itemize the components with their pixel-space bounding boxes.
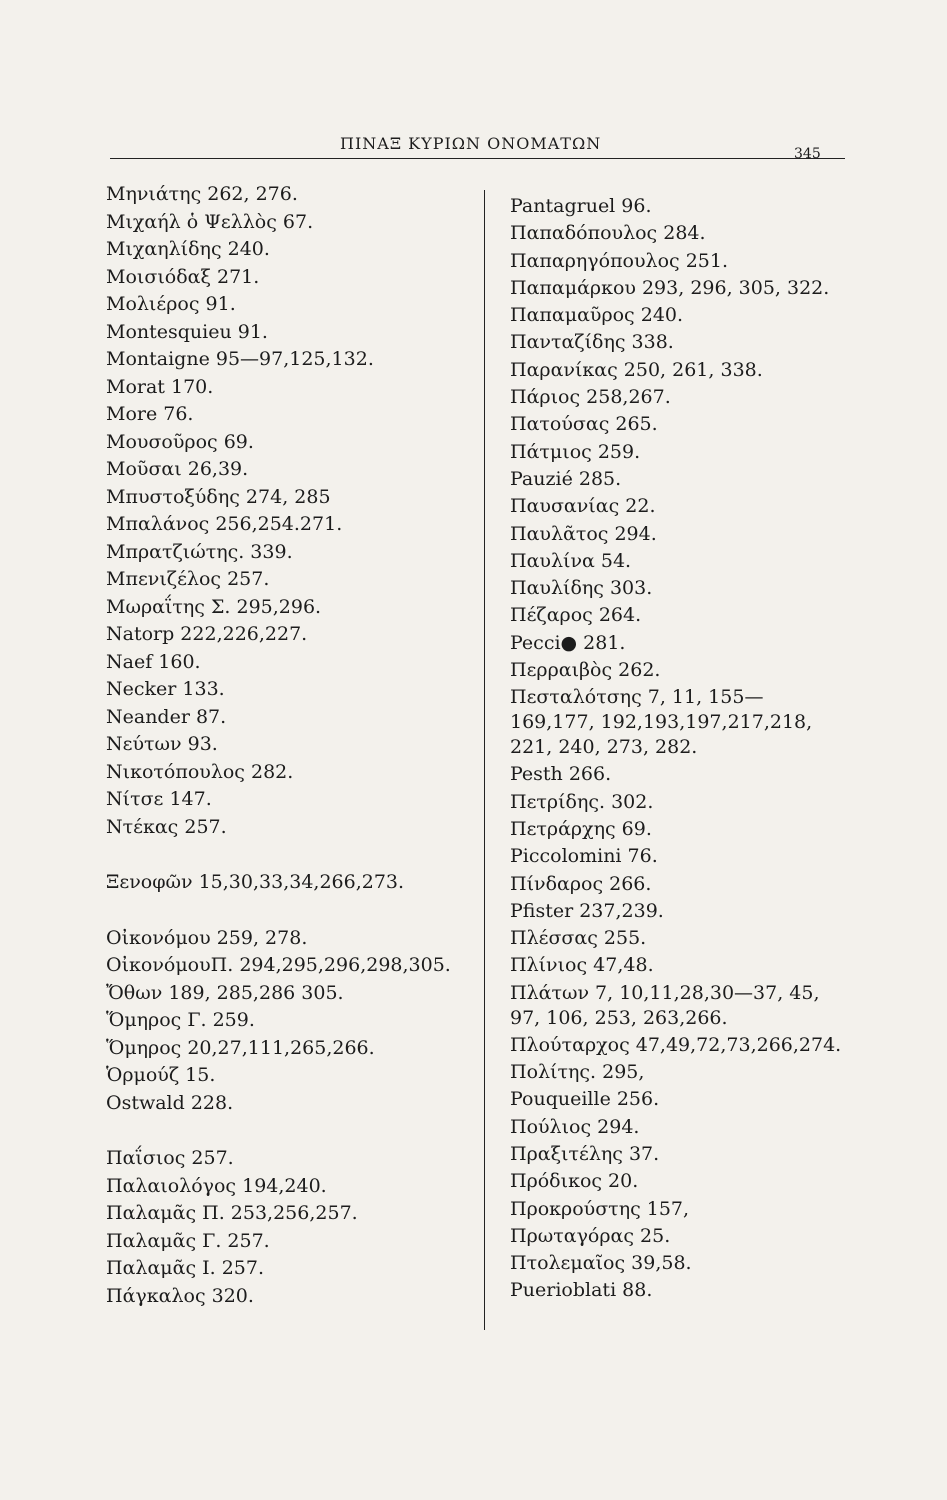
index-entry: Νικοτόπουλος 282. (106, 760, 294, 783)
index-entry: Παπαδόπουλος 284. (510, 222, 706, 245)
index-entry: Πίνδαρος 266. (510, 872, 652, 895)
index-entry: Πατούσας 265. (510, 413, 658, 436)
header-rule (110, 158, 845, 159)
index-entry: Προκρούστης 157, (510, 1197, 690, 1220)
index-entry: Παυσανίας 22. (510, 495, 656, 518)
index-entry: Πετράρχης 69. (510, 817, 652, 840)
index-entry: Πλούταρχος 47,49,72,73,266,274. (510, 1033, 842, 1056)
index-entry: Μηνιάτης 262, 276. (106, 183, 298, 205)
index-entry: Μιχαηλίδης 240. (106, 238, 270, 260)
index-entry: Πεσταλότσης 7, 11, 155— 169,177, 192,193,197,217,218, 221, 240, 273, 282. (510, 686, 813, 759)
index-entry: Μωραΐτης Σ. 295,296. (106, 595, 322, 618)
index-entry: Πέζαρος 264. (510, 604, 642, 627)
page-number: 345 (794, 146, 821, 162)
index-entry: Πούλιος 294. (510, 1115, 640, 1138)
index-entry: Μουσοῦρος 69. (106, 430, 254, 453)
index-group (106, 869, 466, 897)
index-entry: Μοισιόδαξ 271. (106, 265, 260, 288)
index-entry: Pfister 237,239. (510, 899, 664, 922)
index-entry: Puerioblati 88. (510, 1279, 653, 1302)
index-entry: Παυλίδης 303. (510, 577, 653, 600)
index-entry: Μοῦσαι 26,39. (106, 458, 249, 480)
index-entry: Παπαρηγόπουλος 251. (510, 249, 729, 272)
index-entry: Πετρίδης. 302. (510, 790, 654, 813)
index-entry: Ξενοφῶν 15,30,33,34,266,273. (106, 871, 405, 893)
index-entry: Παΐσιος 257. (106, 1147, 234, 1169)
index-entry: Πάριος 258,267. (510, 386, 671, 409)
index-entry: Περραιβὸς 262. (510, 659, 661, 682)
index-entry: Παπαμαῦρος 240. (510, 304, 684, 327)
index-entry: Natorp 222,226,227. (106, 623, 308, 645)
index-entry: Πραξιτέλης 37. (510, 1142, 660, 1165)
index-entry: Παλαιολόγος 194,240. (106, 1174, 327, 1197)
index-entry: Montesquieu 91. (106, 320, 268, 343)
index-entry: Πλίνιος 47,48. (510, 954, 654, 977)
index-entry: More 76. (106, 403, 194, 425)
index-entry: Pantagruel 96. (510, 195, 652, 217)
index-entry: Πάγκαλος 320. (106, 1284, 254, 1307)
column-divider (484, 190, 485, 1330)
index-entry: Montaigne 95—97,125,132. (106, 348, 374, 370)
index-entry: Παρανίκας 250, 261, 338. (510, 358, 763, 381)
index-group (106, 181, 466, 841)
index-entry: Πλάτων 7, 10,11,28,30—37, 45, 97, 106, 253, 263,266. (510, 981, 820, 1029)
page-header-title: ΠΙΝΑΞ ΚΥΡΙΩΝ ΟΝΟΜΑΤΩΝ (340, 134, 602, 153)
index-entry: Πλέσσας 255. (510, 927, 647, 950)
index-entry: Ὅμηρος 20,27,111,265,266. (106, 1036, 375, 1059)
index-entry: Μιχαήλ ὁ Ψελλὸς 67. (106, 210, 314, 233)
index-group (106, 1145, 466, 1310)
index-entry: Παπαμάρκου 293, 296, 305, 322. (510, 276, 830, 299)
index-entry: Νεύτων 93. (106, 733, 218, 755)
index-entry: Naef 160. (106, 650, 201, 673)
index-entry: Necker 133. (106, 678, 225, 700)
left-column (106, 181, 466, 1310)
index-entry: Ostwald 228. (106, 1091, 234, 1114)
index-entry: ΟἰκονόμουΠ. 294,295,296,298,305. (106, 954, 451, 976)
index-entry: Neander 87. (106, 705, 227, 728)
index-entry: Pesth 266. (510, 763, 612, 786)
index-entry: Πρόδικος 20. (510, 1170, 639, 1193)
index-entry: Ὁρμούζ 15. (106, 1064, 216, 1086)
index-entry: Πολίτης. 295, (510, 1061, 645, 1084)
index-entry: Παυλᾶτος 294. (510, 522, 657, 545)
index-entry: Pecci● 281. (510, 631, 626, 654)
index-entry: Ὄθων 189, 285,286 305. (106, 981, 344, 1004)
index-entry: Ντέκας 257. (106, 815, 227, 838)
index-entry: Πανταζίδης 338. (510, 331, 674, 354)
index-entry: Μπυστοξύδης 274, 285 (106, 485, 331, 508)
index-entry: Παλαμᾶς Γ. 257. (106, 1229, 270, 1252)
index-entry: Μπενιζέλος 257. (106, 568, 270, 590)
index-entry: Πρωταγόρας 25. (510, 1224, 671, 1247)
right-column (510, 193, 840, 1305)
index-entry: Παλαμᾶς Π. 253,256,257. (106, 1202, 358, 1224)
index-entry: Μπαλάνος 256,254.271. (106, 513, 343, 535)
index-entry: Πάτμιος 259. (510, 440, 641, 463)
index-entry: Πτολεμαῖος 39,58. (510, 1252, 692, 1275)
index-entry: Νίτσε 147. (106, 788, 212, 810)
index-entry: Παυλίνα 54. (510, 549, 632, 572)
index-entry: Οἰκονόμου 259, 278. (106, 926, 308, 949)
index-entry: Ὅμηρος Γ. 259. (106, 1009, 255, 1031)
index-entry: Pauzié 285. (510, 467, 622, 490)
index-entry: Μπρατζιώτης. 339. (106, 540, 293, 563)
index-entry: Morat 170. (106, 375, 214, 398)
index-entry: Παλαμᾶς Ι. 257. (106, 1257, 265, 1279)
index-entry: Pouqueille 256. (510, 1088, 660, 1111)
index-entry: Μολιέρος 91. (106, 293, 236, 315)
index-entry: Piccolomini 76. (510, 845, 658, 868)
index-group (106, 925, 466, 1118)
